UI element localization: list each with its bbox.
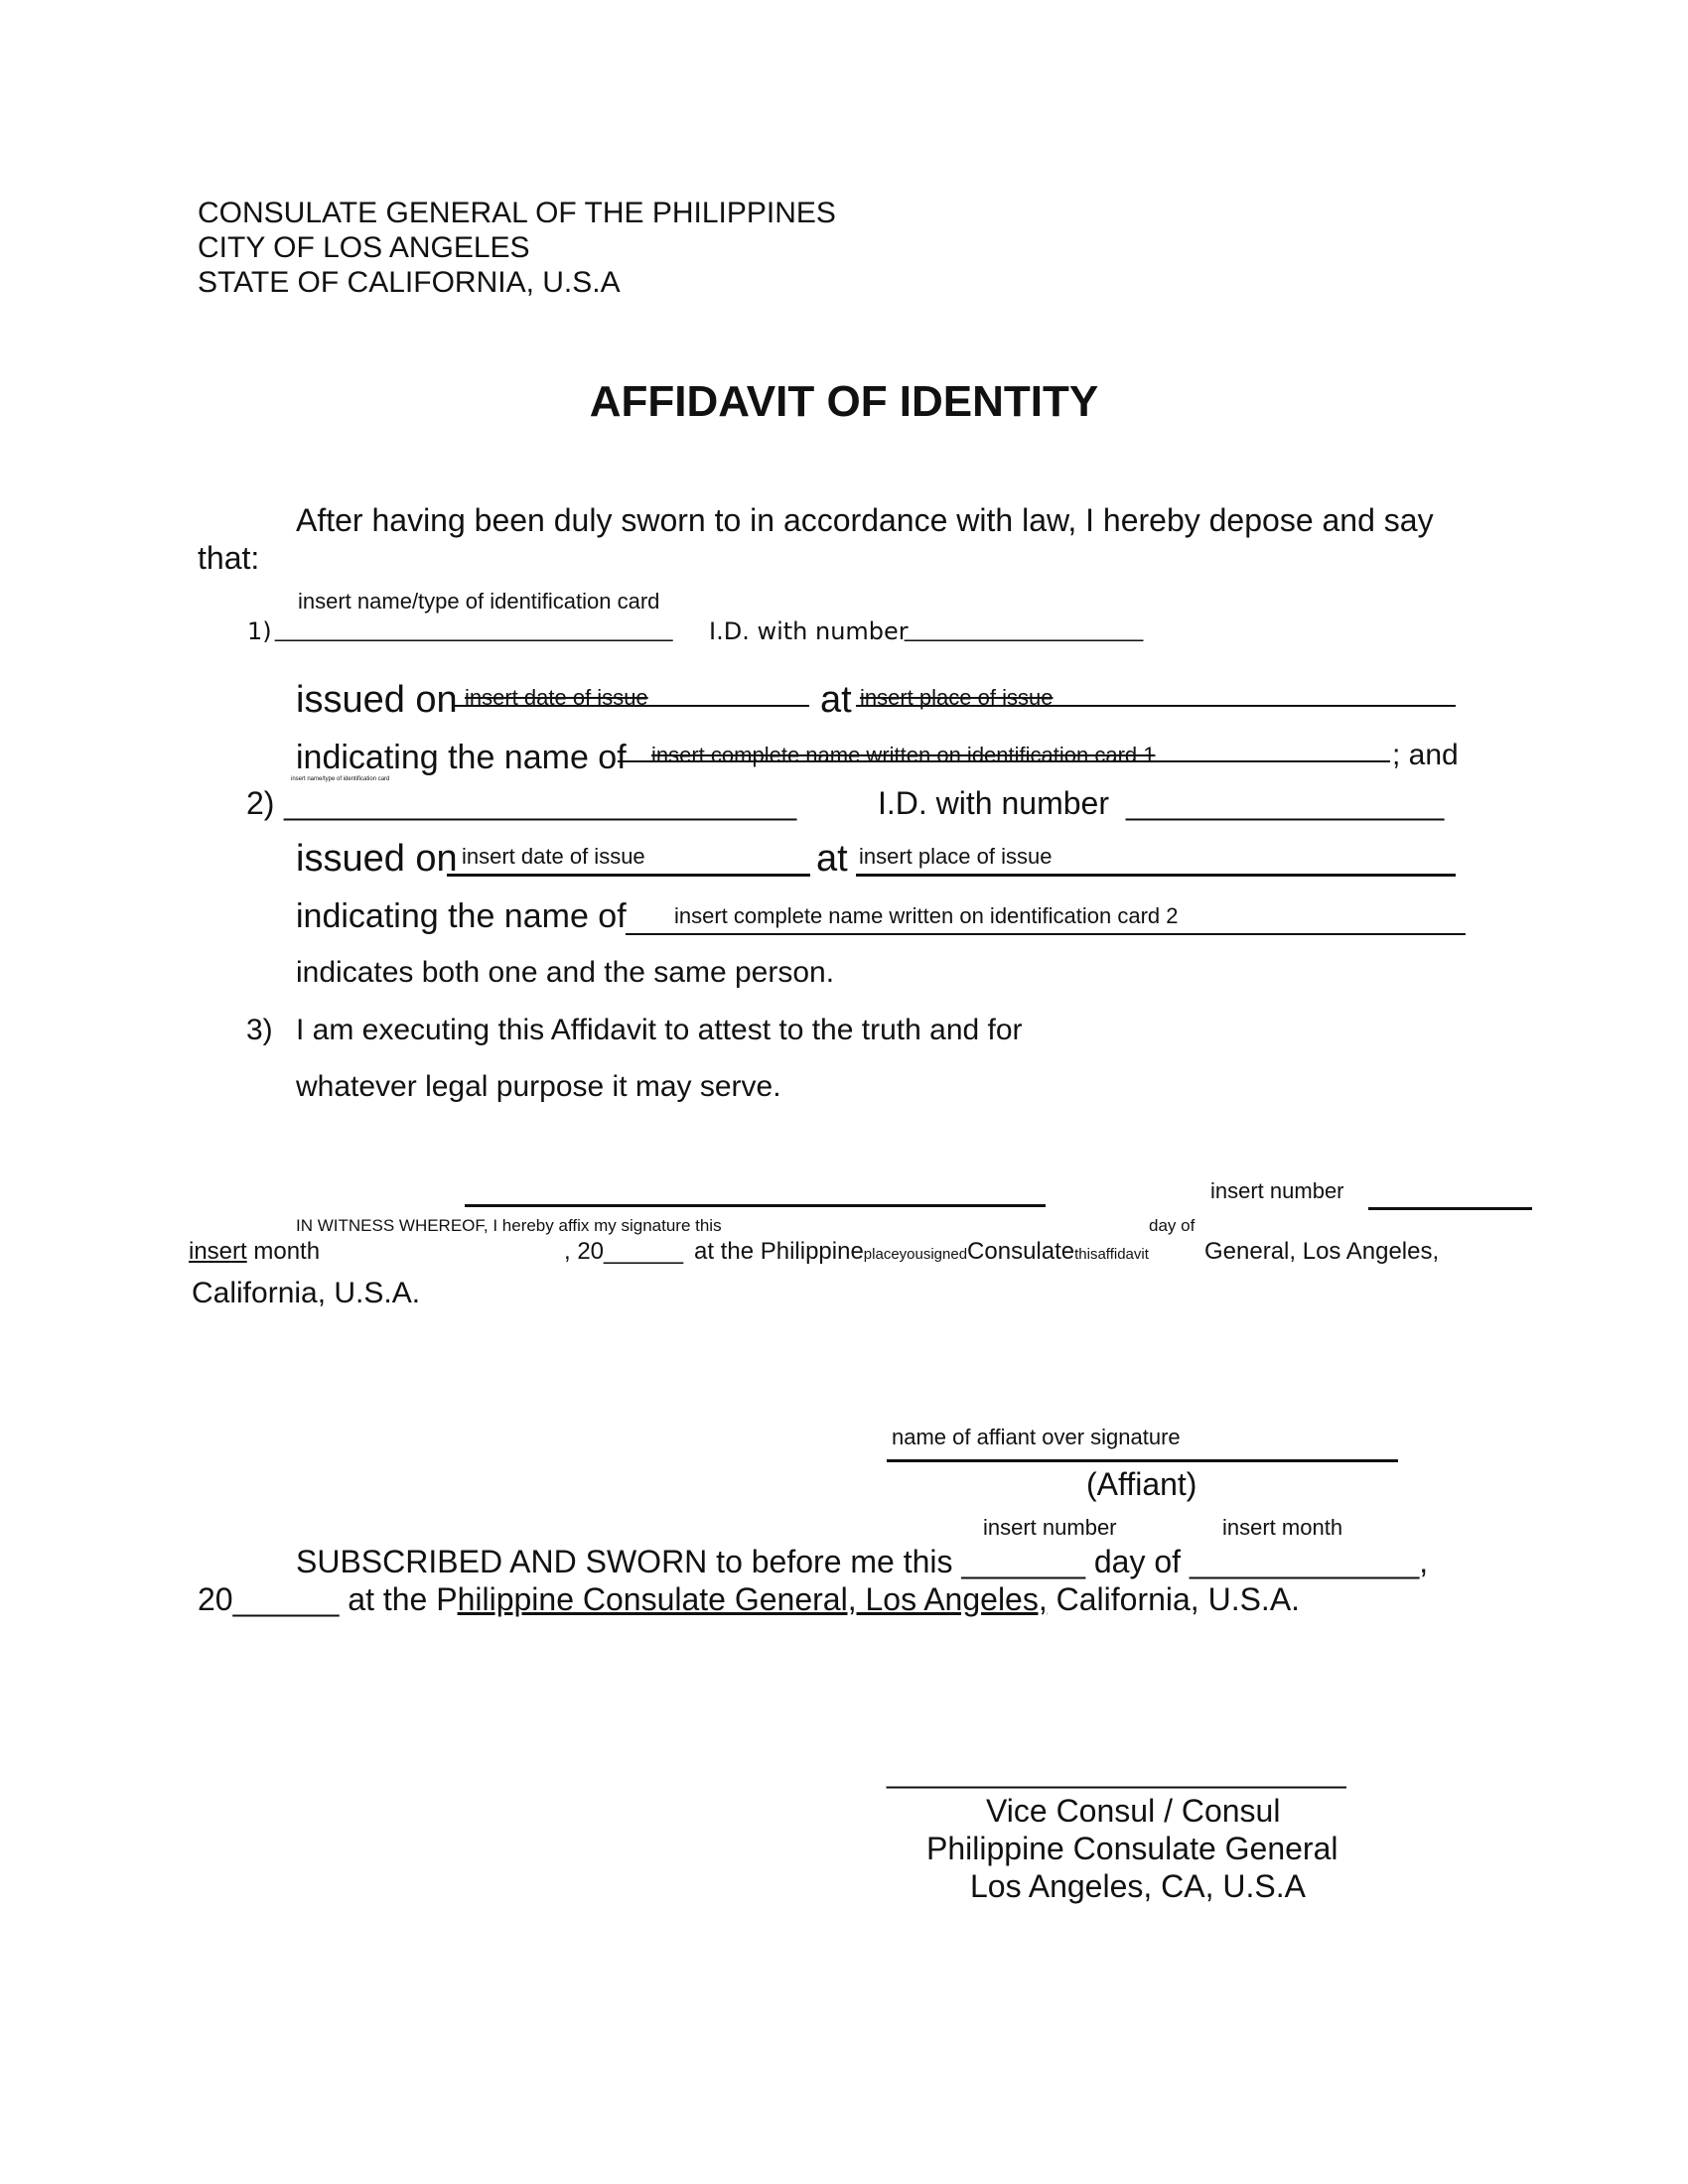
at-the-philippine-text — [694, 1240, 1149, 1264]
name-on-card-field-1[interactable]: insert complete name written on identification card 1 — [651, 743, 1156, 767]
place-of-issue-line-2 — [856, 874, 1456, 877]
name-on-card-line-2 — [626, 933, 1466, 935]
sworn-california: California, U.S.A. — [1047, 1581, 1301, 1617]
sworn-line-2 — [198, 1583, 1300, 1615]
item-3-line-2: whatever legal purpose it may serve. — [296, 1070, 781, 1103]
consulate-word: Consulate — [967, 1238, 1075, 1265]
id-number-field-1[interactable]: __________________ — [905, 615, 1144, 642]
witness-signature-line — [465, 1204, 1046, 1207]
general-los-angeles-text: General, Los Angeles, — [1204, 1238, 1440, 1265]
header-line-city: CITY OF LOS ANGELES — [198, 231, 530, 264]
date-of-issue-field-2[interactable]: insert date of issue — [462, 844, 645, 869]
sworn-year-field[interactable]: 20______ at the P — [198, 1581, 458, 1617]
id-card-type-1-field[interactable]: ______________________________ — [275, 615, 673, 642]
sworn-line-1: SUBSCRIBED AND SWORN to before me this _______ day of _____________, — [296, 1544, 1429, 1579]
day-number-line[interactable] — [1368, 1207, 1532, 1210]
sworn-insert-month-hint: insert month — [1222, 1515, 1343, 1540]
at-label-1: at — [820, 679, 852, 721]
officer-title: Vice Consul / Consul — [986, 1793, 1281, 1829]
witness-california: California, U.S.A. — [192, 1277, 421, 1309]
officer-city: Los Angeles, CA, U.S.A — [970, 1868, 1306, 1904]
item-2-number: 2) — [246, 785, 275, 821]
place-of-issue-field-2[interactable]: insert place of issue — [859, 844, 1053, 869]
witness-whereof-text: IN WITNESS WHEREOF, I hereby affix my signature this — [296, 1216, 722, 1235]
id-number-field-2[interactable]: __________________ — [1126, 785, 1445, 821]
item-3-line-1: I am executing this Affidavit to attest to the truth and for — [296, 1014, 1023, 1046]
issued-on-label-2: issued on — [296, 838, 458, 880]
hint-id-card-type-2: insert name/type of identification card — [291, 776, 390, 782]
place-you-signed-hint: placeyousigned — [863, 1246, 968, 1263]
intro-line-1: After having been duly sworn to in accordance with law, I hereby depose and say — [296, 502, 1434, 538]
this-affidavit-hint: thisaffidavit — [1074, 1246, 1149, 1263]
sworn-insert-number-hint: insert number — [983, 1515, 1117, 1540]
year-field[interactable]: , 20______ — [564, 1238, 684, 1265]
date-of-issue-line-2 — [447, 874, 810, 877]
sworn-consulate-underlined: hilippine Consulate General, Los Angeles, — [457, 1581, 1048, 1617]
day-of-label: day of — [1149, 1216, 1196, 1235]
item-1-number: 1) — [247, 617, 272, 645]
indicating-name-label-1: indicating the name of — [296, 739, 627, 776]
id-card-type-2-field[interactable]: _____________________________ — [284, 785, 797, 821]
officer-signature-line[interactable]: __________________________ — [887, 1753, 1346, 1789]
same-person-statement: indicates both one and the same person. — [296, 956, 835, 989]
item-3-number: 3) — [246, 1014, 273, 1046]
insert-number-hint: insert number — [1210, 1178, 1344, 1203]
page-title: AFFIDAVIT OF IDENTITY — [589, 377, 1099, 426]
id-with-number-label-2: I.D. with number — [878, 785, 1109, 821]
date-of-issue-field-1[interactable]: insert date of issue — [465, 685, 648, 710]
header-line-state: STATE OF CALIFORNIA, U.S.A — [198, 266, 621, 299]
officer-office: Philippine Consulate General — [926, 1831, 1338, 1866]
issued-on-label-1: issued on — [296, 679, 458, 721]
affiant-signature-line[interactable] — [887, 1459, 1398, 1462]
at-label-2: at — [816, 838, 848, 880]
place-of-issue-field-1[interactable]: insert place of issue — [860, 685, 1054, 710]
insert-hint: insert — [189, 1238, 247, 1265]
header-line-consulate: CONSULATE GENERAL OF THE PHILIPPINES — [198, 197, 836, 229]
month-hint: month — [246, 1238, 321, 1265]
indicating-name-label-2: indicating the name of — [296, 897, 627, 935]
at-the-philippine: at the Philippine — [694, 1238, 864, 1265]
id-with-number-label-1: I.D. with number — [709, 617, 909, 645]
affiant-label: (Affiant) — [1086, 1466, 1197, 1502]
hint-id-card-type-1: insert name/type of identification card — [298, 589, 660, 614]
name-on-card-field-2[interactable]: insert complete name written on identification card 2 — [674, 903, 1179, 928]
affiant-name-hint: name of affiant over signature — [892, 1425, 1181, 1449]
and-connector: ; and — [1392, 739, 1459, 771]
month-field[interactable] — [189, 1240, 320, 1264]
intro-line-2: that: — [198, 540, 260, 576]
